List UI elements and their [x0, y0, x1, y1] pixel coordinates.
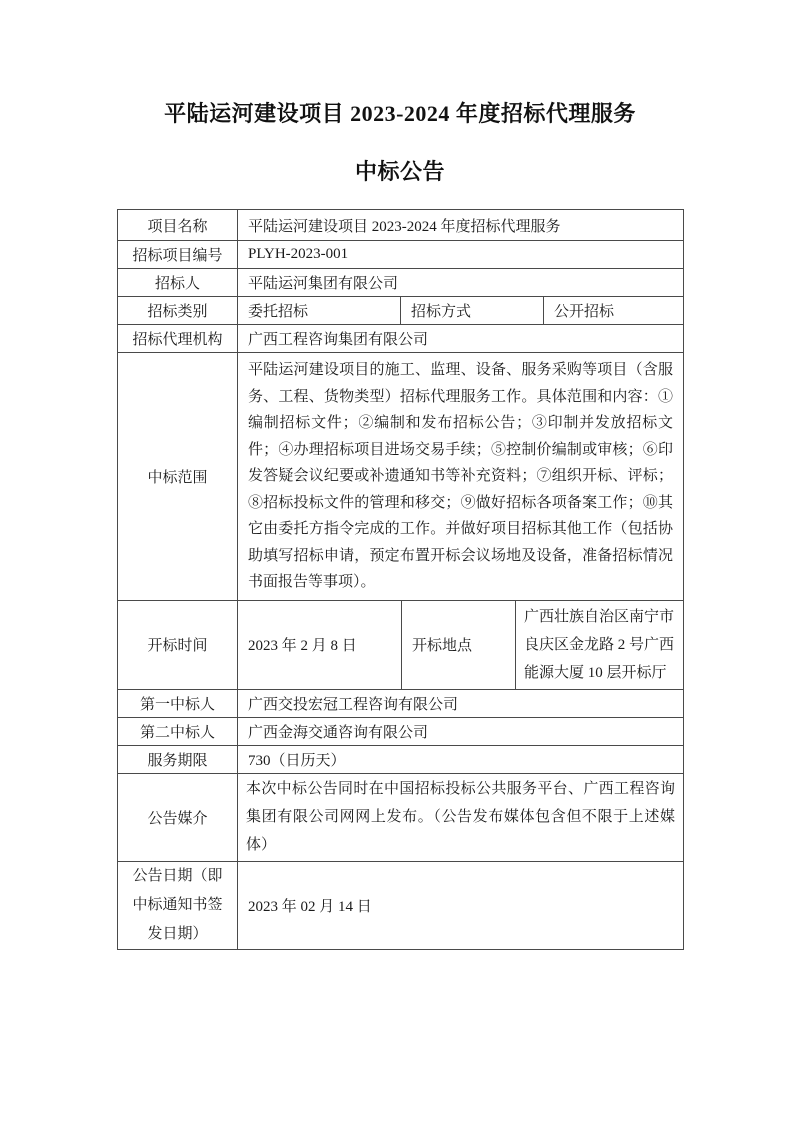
first-winner-label: 第一中标人 — [118, 690, 238, 717]
award-announcement-table — [117, 209, 684, 950]
tenderer-label: 招标人 — [118, 269, 238, 296]
award-scope-value: 平陆运河建设项目的施工、监理、设备、服务采购等项目（含服务、工程、货物类型）招标代理服务工作。具体范围和内容：①编制招标文件；②编制和发布招标公告；③印制并发放招标文件；④办理招标项目进场交易手续；⑤控制价编制或审核；⑥印发答疑会议纪要或补遗通知书等补充资料；⑦组织开标、评标；⑧招标投标文件的管理和移交；⑨做好招标各项备案工作；⑩其它由委托方指令完成的工作。并做好项目招标其他工作（包括协助填写招标申请，预定布置开标会议场地及设备，准备招标情况书面报告等事项）。 — [248, 362, 673, 590]
second-winner-value: 广西金海交通咨询有限公司 — [248, 724, 429, 741]
announcement-date-label: 公告日期（即中标通知书签发日期） — [118, 862, 238, 949]
table-row-award-scope — [118, 353, 683, 601]
tender-number-label: 招标项目编号 — [118, 241, 238, 268]
table-row-tender-number — [118, 241, 683, 269]
announcement-date-value: 2023 年 02 月 14 日 — [248, 898, 372, 915]
table-row-bid-opening — [118, 601, 683, 690]
opening-time-value: 2023 年 2 月 8 日 — [238, 601, 402, 689]
announcement-media-value: 本次中标公告同时在中国招标投标公共服务平台、广西工程咨询集团有限公司网网上发布。（公告发布媒体包含但不限于上述媒体） — [246, 780, 675, 853]
opening-place-label: 开标地点 — [402, 601, 516, 689]
tender-category-label: 招标类别 — [118, 297, 238, 324]
agency-value: 广西工程咨询集团有限公司 — [248, 332, 429, 348]
table-row-announcement-date — [118, 862, 683, 949]
agency-label: 招标代理机构 — [118, 325, 238, 352]
tender-method-label: 招标方式 — [401, 297, 544, 324]
table-row-first-winner — [118, 690, 683, 718]
table-row-service-period — [118, 746, 683, 774]
table-row-project-name — [118, 210, 683, 241]
table-row-second-winner — [118, 718, 683, 746]
table-row-tender-category — [118, 297, 683, 325]
document-title-line2: 中标公告 — [354, 159, 445, 184]
tender-number-value: PLYH-2023-001 — [248, 246, 349, 262]
second-winner-label: 第二中标人 — [118, 718, 238, 745]
service-period-label: 服务期限 — [118, 746, 238, 773]
table-row-announcement-media — [118, 774, 683, 862]
project-name-value: 平陆运河建设项目 2023-2024 年度招标代理服务 — [248, 218, 561, 235]
service-period-value: 730（日历天） — [248, 752, 346, 769]
document-title-line1: 平陆运河建设项目 2023-2024 年度招标代理服务 — [164, 101, 636, 126]
tenderer-value: 平陆运河集团有限公司 — [248, 276, 399, 292]
award-scope-label: 中标范围 — [118, 353, 238, 600]
tender-method-value: 公开招标 — [554, 304, 615, 320]
table-row-agency — [118, 325, 683, 353]
tender-category-value: 委托招标 — [238, 297, 401, 324]
opening-time-label: 开标时间 — [118, 601, 238, 689]
announcement-media-label: 公告媒介 — [118, 774, 238, 861]
project-name-label: 项目名称 — [118, 210, 238, 240]
table-row-tenderer — [118, 269, 683, 297]
first-winner-value: 广西交投宏冠工程咨询有限公司 — [248, 696, 459, 713]
opening-place-value: 广西壮族自治区南宁市良庆区金龙路 2 号广西能源大厦 10 层开标厅 — [524, 608, 675, 681]
